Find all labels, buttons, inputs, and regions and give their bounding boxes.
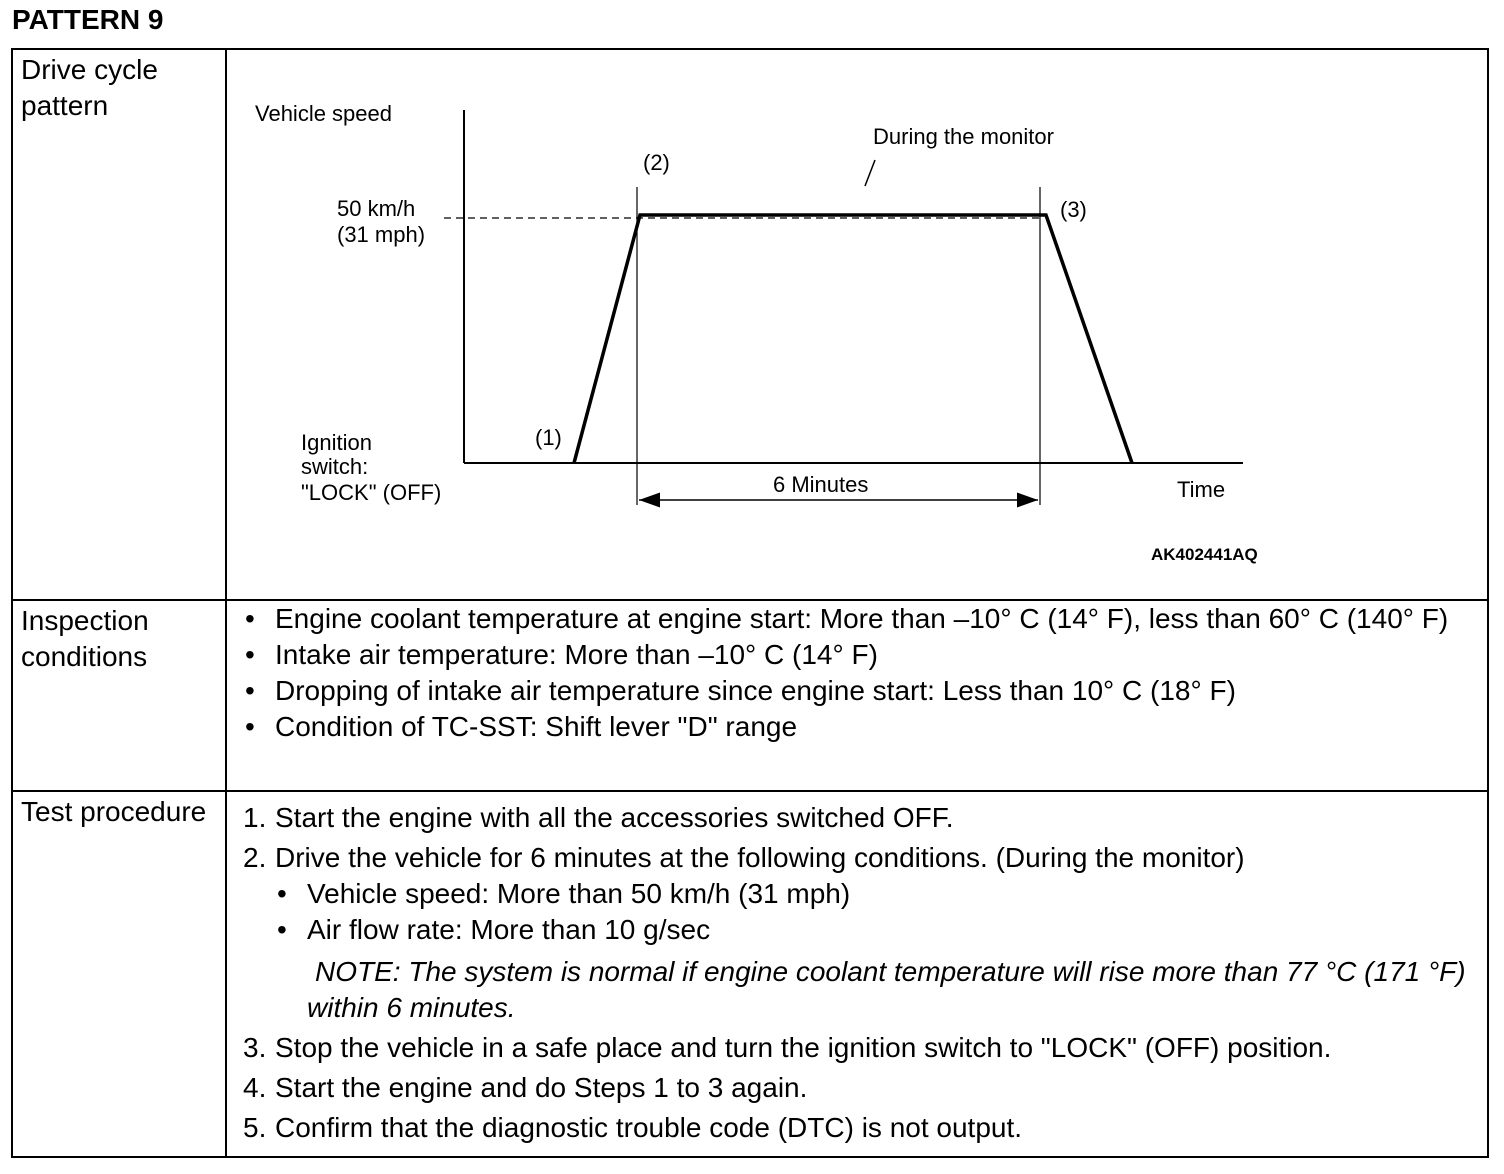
speed-profile-line [574,215,1132,463]
inspection-item: • Intake air temperature: More than –10° C (14° F) [243,637,1477,673]
baseline-label-line1: Ignition [301,430,372,455]
drive-cycle-row [12,49,1488,600]
inspection-row [12,600,1488,791]
step-text: Start the engine and do Steps 1 to 3 again. [275,1072,808,1103]
page-title: PATTERN 9 [12,4,164,35]
test-procedure-label: Test procedure [12,791,226,1157]
drive-cycle-chart [227,50,1493,598]
drive-cycle-label: Drive cycle pattern [12,49,226,600]
condition-item: • Air flow rate: More than 10 g/sec [275,912,1477,948]
step-text: Stop the vehicle in a safe place and turn the ignition switch to "LOCK" (OFF) position. [275,1032,1332,1063]
procedure-table [11,48,1489,1158]
step-text: Confirm that the diagnostic trouble code (DTC) is not output. [275,1112,1023,1143]
baseline-label-line2: switch: [301,454,369,479]
procedure-step [243,800,1477,836]
drive-cycle-cell [226,49,1488,600]
inspection-item: • Engine coolant temperature at engine start: More than –10° C (14° F), less than 60° C (140° F) [243,601,1477,637]
y-axis-label: Vehicle speed [255,101,392,126]
step-number: 2. [243,842,267,873]
procedure-step [243,1070,1477,1106]
step-text: Drive the vehicle for 6 minutes at the following conditions. (During the monitor) [275,842,1245,873]
point-label-3: (3) [1060,197,1087,222]
inspection-item: • Condition of TC-SST: Shift lever "D" range [243,709,1477,745]
step-number: 5. [243,1112,267,1143]
test-procedure-cell [226,791,1488,1157]
point-label-2: (2) [643,150,670,175]
baseline-label-line3: "LOCK" (OFF) [301,480,442,505]
point-label-1: (1) [535,425,562,450]
procedure-step [243,1110,1477,1146]
step-number: 3. [243,1032,267,1063]
x-axis-label: Time [1177,477,1226,502]
step-number: 4. [243,1072,267,1103]
inspection-label: Inspection conditions [12,600,226,791]
y-tick-label-kmh: 50 km/h [337,196,416,221]
step-number: 1. [243,802,267,833]
step-text: Start the engine with all the accessories switched OFF. [275,802,954,833]
procedure-step [243,1030,1477,1066]
inspection-cell [226,600,1488,791]
procedure-step [243,840,1477,1026]
monitor-label: During the monitor [873,124,1054,149]
inspection-item: • Dropping of intake air temperature since engine start: Less than 10° C (18° F) [243,673,1477,709]
procedure-note: NOTE: The system is normal if engine coolant temperature will rise more than 77 °C (171 °F) within 6 minutes. [307,956,1466,1023]
duration-label: 6 Minutes [773,472,869,497]
y-tick-label-mph: (31 mph) [337,222,426,247]
test-procedure-row [12,791,1488,1157]
figure-id: AK402441AQ [1151,545,1258,564]
condition-item: • Vehicle speed: More than 50 km/h (31 mph) [275,876,1477,912]
monitor-leader-line [865,160,875,186]
